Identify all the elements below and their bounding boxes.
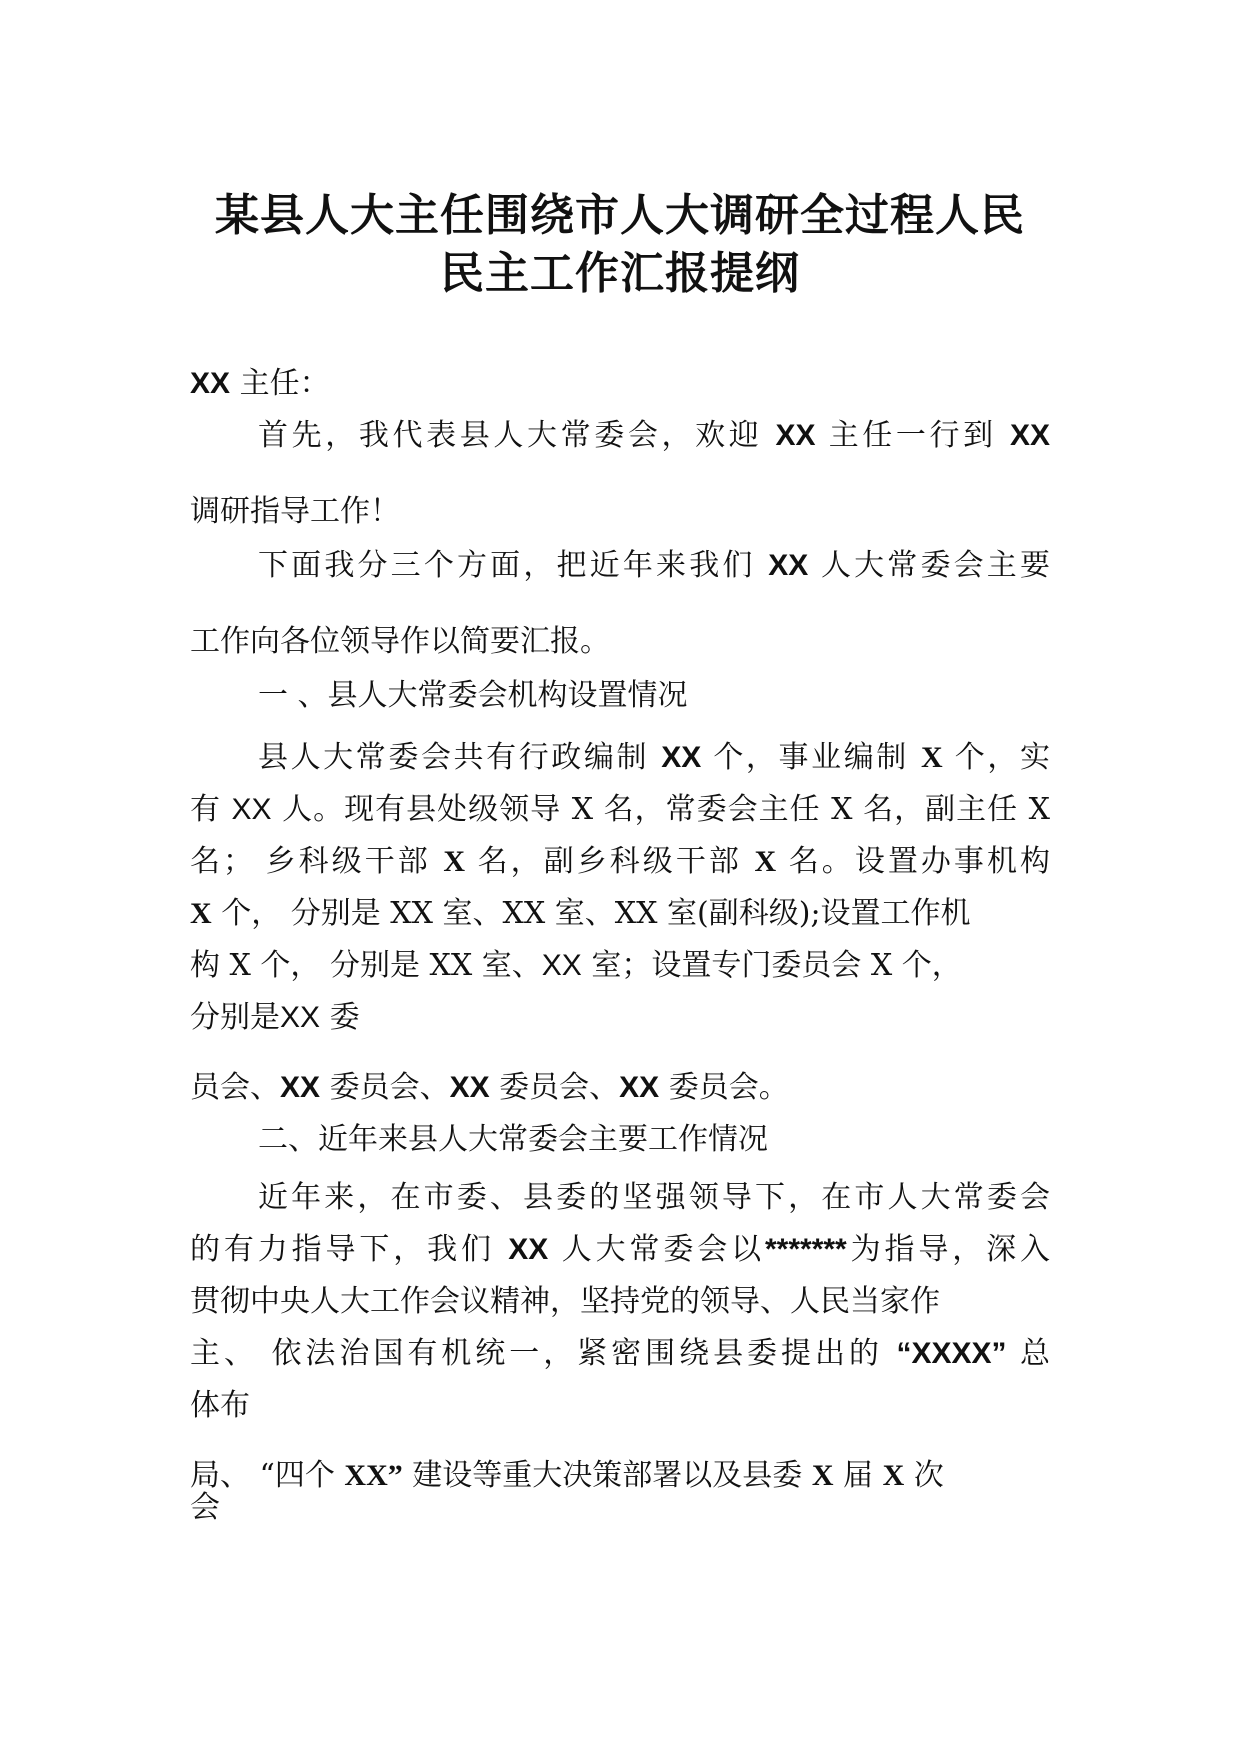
paragraph-1-line-2: 调研指导工作！	[190, 494, 400, 529]
paragraph-4-line-5: 体布	[190, 1388, 250, 1423]
paragraph-4-line-4: 主、 依法治国有机统一，紧密围绕县委提出的 “XXXX” 总	[190, 1336, 1050, 1371]
paragraph-4-line-1: 近年来，在市委、县委的坚强领导下，在市人大常委会	[258, 1180, 1050, 1215]
paragraph-3-line-7: 员会、XX 委员会、XX 委员会、XX 委员会。	[190, 1070, 789, 1105]
paragraph-3-line-1: 县人大常委会共有行政编制 XX 个，事业编制 X 个，实	[258, 740, 1050, 775]
paragraph-4-line-3: 贯彻中央人大工作会议精神，坚持党的领导、人民当家作	[190, 1284, 940, 1319]
paragraph-3-line-2: 有 XX 人。现有县处级领导 X 名，常委会主任 X 名，副主任 X	[190, 792, 1050, 827]
document-title-line-1: 某县人大主任围绕市人大调研全过程人民	[215, 190, 1025, 241]
paragraph-4-line-7: 会	[190, 1490, 220, 1525]
document-title-line-2: 民主工作汇报提纲	[440, 248, 800, 299]
paragraph-3-line-4: X 个， 分别是 XX 室、XX 室、XX 室(副科级);设置工作机	[190, 896, 971, 931]
paragraph-3-line-3: 名； 乡科级干部 X 名，副乡科级干部 X 名。设置办事机构	[190, 844, 1051, 879]
salutation: XX 主任：	[190, 366, 330, 401]
paragraph-4-line-6: 局、 “四个 XX” 建设等重大决策部署以及县委 X 届 X 次	[190, 1458, 944, 1493]
paragraph-3-line-6: 分别是XX 委	[190, 1000, 360, 1035]
paragraph-2-line-1: 下面我分三个方面，把近年来我们 XX 人大常委会主要	[258, 548, 1050, 583]
paragraph-1-line-1: 首先，我代表县人大常委会，欢迎 XX 主任一行到 XX	[258, 418, 1050, 453]
section-heading-2: 二、近年来县人大常委会主要工作情况	[258, 1122, 768, 1157]
paragraph-4-line-2: 的有力指导下，我们 XX 人大常委会以*******为指导，深入	[190, 1232, 1050, 1267]
paragraph-2-line-2: 工作向各位领导作以简要汇报。	[190, 624, 610, 659]
paragraph-3-line-5: 构 X 个， 分别是 XX 室、XX 室；设置专门委员会 X 个，	[190, 948, 962, 983]
section-heading-1: 一 、县人大常委会机构设置情况	[258, 678, 688, 713]
